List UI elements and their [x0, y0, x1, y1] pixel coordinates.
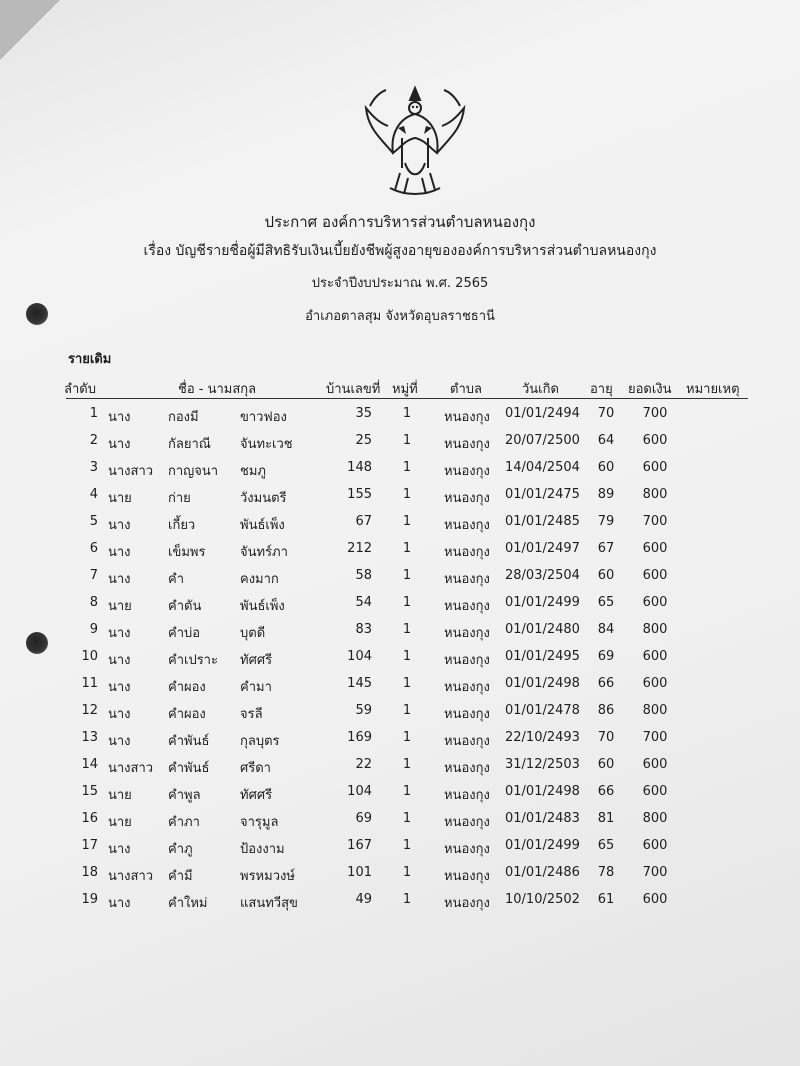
- row-age: 65: [597, 595, 615, 610]
- row-amount: 600: [642, 676, 668, 691]
- table-row: [0, 541, 800, 567]
- table-row: [0, 514, 800, 540]
- row-first-name: กาญจนา: [168, 464, 219, 479]
- row-first-name: คำพูล: [168, 788, 201, 803]
- row-number: 12: [81, 703, 98, 718]
- row-house-number: 101: [347, 865, 372, 880]
- row-title: นาง: [108, 734, 131, 749]
- table-row: [0, 784, 800, 810]
- row-amount: 800: [642, 811, 668, 826]
- row-dob: 01/01/2498: [505, 676, 580, 691]
- row-number: 10: [81, 649, 98, 664]
- row-house-number: 212: [347, 541, 372, 556]
- row-dob: 28/03/2504: [505, 568, 580, 583]
- table-row: [0, 676, 800, 702]
- row-age: 86: [597, 703, 615, 718]
- row-subdistrict: หนองกุง: [444, 815, 490, 830]
- row-subdistrict: หนองกุง: [444, 761, 490, 776]
- row-first-name: เข็มพร: [168, 545, 206, 560]
- row-moo: 1: [402, 784, 412, 799]
- row-house-number: 58: [355, 568, 372, 583]
- row-first-name: กัลยาณี: [168, 437, 211, 452]
- row-moo: 1: [402, 703, 412, 718]
- row-age: 70: [597, 730, 615, 745]
- row-house-number: 83: [355, 622, 372, 637]
- row-moo: 1: [402, 865, 412, 880]
- announcement-title: ประกาศ องค์การบริหารส่วนตำบลหนองกุง: [264, 213, 536, 231]
- row-last-name: พันธ์เพ็ง: [240, 599, 285, 614]
- table-row: [0, 892, 800, 918]
- row-age: 66: [597, 676, 615, 691]
- table-row: [0, 649, 800, 675]
- header-name: ชื่อ - นามสกุล: [178, 382, 257, 397]
- row-title: นางสาว: [108, 761, 154, 776]
- row-amount: 600: [642, 460, 668, 475]
- row-title: นาง: [108, 572, 131, 587]
- table-row: [0, 406, 800, 432]
- garuda-emblem: [360, 78, 470, 198]
- row-amount: 700: [642, 865, 668, 880]
- row-number: 6: [89, 541, 98, 556]
- row-house-number: 104: [347, 784, 372, 799]
- row-moo: 1: [402, 541, 412, 556]
- row-subdistrict: หนองกุง: [444, 842, 490, 857]
- row-amount: 700: [642, 730, 668, 745]
- row-moo: 1: [402, 595, 412, 610]
- row-dob: 01/01/2486: [505, 865, 580, 880]
- row-title: นาย: [108, 815, 132, 830]
- row-moo: 1: [402, 757, 412, 772]
- row-dob: 01/01/2478: [505, 703, 580, 718]
- row-first-name: คำผอง: [168, 707, 206, 722]
- row-number: 8: [89, 595, 98, 610]
- row-house-number: 49: [355, 892, 372, 907]
- row-amount: 600: [642, 892, 668, 907]
- row-moo: 1: [402, 838, 412, 853]
- row-title: นาง: [108, 626, 131, 641]
- row-house-number: 169: [347, 730, 372, 745]
- row-first-name: กองมี: [168, 410, 199, 425]
- row-amount: 600: [642, 838, 668, 853]
- row-last-name: พรหมวงษ์: [240, 869, 295, 884]
- row-dob: 31/12/2503: [505, 757, 580, 772]
- row-dob: 01/01/2480: [505, 622, 580, 637]
- row-amount: 700: [642, 406, 668, 421]
- row-amount: 800: [642, 703, 668, 718]
- row-title: นาง: [108, 410, 131, 425]
- table-row: [0, 622, 800, 648]
- row-number: 17: [81, 838, 98, 853]
- row-last-name: กุลบุตร: [240, 734, 280, 749]
- row-house-number: 69: [355, 811, 372, 826]
- row-age: 70: [597, 406, 615, 421]
- row-number: 14: [81, 757, 98, 772]
- row-last-name: แสนทวีสุข: [240, 896, 298, 911]
- announcement-subject: เรื่อง บัญชีรายชื่อผู้มีสิทธิรับเงินเบี้ยยังชีพผู้สูงอายุขององค์การบริหารส่วนตำบลหนองกุง: [143, 243, 657, 259]
- row-dob: 01/01/2494: [505, 406, 580, 421]
- row-first-name: คำภา: [168, 815, 200, 830]
- row-dob: 01/01/2495: [505, 649, 580, 664]
- row-dob: 01/01/2499: [505, 595, 580, 610]
- row-last-name: จันทะเวช: [240, 437, 293, 452]
- row-dob: 01/01/2499: [505, 838, 580, 853]
- row-house-number: 148: [347, 460, 372, 475]
- row-title: นางสาว: [108, 869, 154, 884]
- row-last-name: วังมนตรี: [240, 491, 287, 506]
- table-row: [0, 730, 800, 756]
- row-moo: 1: [402, 568, 412, 583]
- row-dob: 01/01/2485: [505, 514, 580, 529]
- row-age: 81: [597, 811, 615, 826]
- row-house-number: 145: [347, 676, 372, 691]
- row-number: 3: [89, 460, 98, 475]
- row-moo: 1: [402, 730, 412, 745]
- table-row: [0, 811, 800, 837]
- row-dob: 20/07/2500: [505, 433, 580, 448]
- row-number: 5: [89, 514, 98, 529]
- row-first-name: คำผอง: [168, 680, 206, 695]
- row-subdistrict: หนองกุง: [444, 734, 490, 749]
- table-row: [0, 460, 800, 486]
- row-last-name: ชมภู: [240, 464, 266, 479]
- header-age: อายุ: [590, 382, 613, 397]
- row-title: นาง: [108, 545, 131, 560]
- row-amount: 600: [642, 757, 668, 772]
- row-subdistrict: หนองกุง: [444, 707, 490, 722]
- row-dob: 01/01/2483: [505, 811, 580, 826]
- row-subdistrict: หนองกุง: [444, 599, 490, 614]
- row-age: 89: [597, 487, 615, 502]
- row-age: 60: [597, 757, 615, 772]
- row-subdistrict: หนองกุง: [444, 869, 490, 884]
- row-number: 18: [81, 865, 98, 880]
- row-last-name: ทัศศรี: [240, 653, 273, 668]
- row-number: 16: [81, 811, 98, 826]
- row-moo: 1: [402, 460, 412, 475]
- row-subdistrict: หนองกุง: [444, 437, 490, 452]
- row-moo: 1: [402, 487, 412, 502]
- table-row: [0, 703, 800, 729]
- row-first-name: คำพันธ์: [168, 734, 210, 749]
- row-last-name: จารุมูล: [240, 815, 279, 830]
- row-age: 65: [597, 838, 615, 853]
- row-moo: 1: [402, 433, 412, 448]
- row-amount: 600: [642, 784, 668, 799]
- row-house-number: 67: [355, 514, 372, 529]
- row-number: 7: [89, 568, 98, 583]
- district-province: อำเภอตาลสุม จังหวัดอุบลราชธานี: [305, 309, 495, 324]
- row-amount: 600: [642, 568, 668, 583]
- row-subdistrict: หนองกุง: [444, 626, 490, 641]
- row-number: 19: [81, 892, 98, 907]
- row-amount: 700: [642, 514, 668, 529]
- row-number: 15: [81, 784, 98, 799]
- table-row: [0, 487, 800, 513]
- header-divider: [66, 398, 748, 399]
- row-age: 60: [597, 568, 615, 583]
- row-dob: 10/10/2502: [505, 892, 580, 907]
- row-first-name: คำพันธ์: [168, 761, 210, 776]
- row-first-name: คำ: [168, 572, 184, 587]
- row-first-name: คำตัน: [168, 599, 202, 614]
- row-house-number: 155: [347, 487, 372, 502]
- row-subdistrict: หนองกุง: [444, 410, 490, 425]
- row-age: 69: [597, 649, 615, 664]
- row-title: นาง: [108, 842, 131, 857]
- row-title: นาง: [108, 653, 131, 668]
- row-title: นาย: [108, 788, 132, 803]
- row-amount: 600: [642, 595, 668, 610]
- row-title: นาง: [108, 680, 131, 695]
- row-subdistrict: หนองกุง: [444, 464, 490, 479]
- row-amount: 600: [642, 433, 668, 448]
- row-title: นาย: [108, 599, 132, 614]
- row-number: 11: [81, 676, 98, 691]
- row-house-number: 25: [355, 433, 372, 448]
- row-title: นาง: [108, 896, 131, 911]
- row-house-number: 35: [355, 406, 372, 421]
- row-last-name: จรลี: [240, 707, 263, 722]
- row-first-name: คำภู: [168, 842, 193, 857]
- row-first-name: คำบ่อ: [168, 626, 201, 641]
- table-row: [0, 838, 800, 864]
- header-moo: หมู่ที่: [392, 382, 418, 397]
- row-subdistrict: หนองกุง: [444, 653, 490, 668]
- row-title: นาง: [108, 518, 131, 533]
- header-dob: วันเกิด: [522, 382, 559, 397]
- row-dob: 01/01/2498: [505, 784, 580, 799]
- row-house-number: 104: [347, 649, 372, 664]
- row-subdistrict: หนองกุง: [444, 545, 490, 560]
- row-title: นาง: [108, 707, 131, 722]
- table-row: [0, 433, 800, 459]
- table-row: [0, 568, 800, 594]
- row-age: 67: [597, 541, 615, 556]
- row-number: 1: [89, 406, 98, 421]
- row-moo: 1: [402, 649, 412, 664]
- row-number: 13: [81, 730, 98, 745]
- row-subdistrict: หนองกุง: [444, 518, 490, 533]
- table-row: [0, 595, 800, 621]
- page-corner-shadow: [0, 0, 60, 60]
- row-moo: 1: [402, 892, 412, 907]
- row-moo: 1: [402, 811, 412, 826]
- fiscal-year: ประจำปีงบประมาณ พ.ศ. 2565: [311, 276, 489, 291]
- row-last-name: พันธ์เพ็ง: [240, 518, 285, 533]
- header-subdistrict: ตำบล: [450, 382, 482, 397]
- row-moo: 1: [402, 622, 412, 637]
- row-last-name: จันทร์ภา: [240, 545, 288, 560]
- row-last-name: คงมาก: [240, 572, 279, 587]
- header-note: หมายเหตุ: [686, 382, 740, 397]
- row-subdistrict: หนองกุง: [444, 680, 490, 695]
- row-subdistrict: หนองกุง: [444, 896, 490, 911]
- header-house: บ้านเลขที่: [326, 382, 381, 397]
- row-subdistrict: หนองกุง: [444, 491, 490, 506]
- row-last-name: บุตดี: [240, 626, 266, 641]
- header-amount: ยอดเงิน: [628, 382, 672, 397]
- row-age: 78: [597, 865, 615, 880]
- row-age: 79: [597, 514, 615, 529]
- row-first-name: ก่าย: [168, 491, 191, 506]
- section-label: รายเดิม: [68, 352, 112, 367]
- row-age: 66: [597, 784, 615, 799]
- table-row: [0, 757, 800, 783]
- row-amount: 800: [642, 622, 668, 637]
- row-moo: 1: [402, 514, 412, 529]
- row-amount: 800: [642, 487, 668, 502]
- row-amount: 600: [642, 649, 668, 664]
- row-age: 64: [597, 433, 615, 448]
- row-number: 2: [89, 433, 98, 448]
- row-last-name: ป้องงาม: [240, 842, 285, 857]
- row-subdistrict: หนองกุง: [444, 788, 490, 803]
- row-dob: 14/04/2504: [505, 460, 580, 475]
- row-first-name: คำใหม่: [168, 896, 208, 911]
- row-last-name: คำมา: [240, 680, 272, 695]
- row-moo: 1: [402, 406, 412, 421]
- row-first-name: เกี้ยว: [168, 518, 196, 533]
- row-title: นางสาว: [108, 464, 154, 479]
- row-house-number: 54: [355, 595, 372, 610]
- row-last-name: ศรีดา: [240, 761, 271, 776]
- row-subdistrict: หนองกุง: [444, 572, 490, 587]
- row-title: นาง: [108, 437, 131, 452]
- row-age: 61: [597, 892, 615, 907]
- row-moo: 1: [402, 676, 412, 691]
- row-age: 60: [597, 460, 615, 475]
- row-title: นาย: [108, 491, 132, 506]
- row-dob: 01/01/2475: [505, 487, 580, 502]
- row-amount: 600: [642, 541, 668, 556]
- row-last-name: ทัศศรี: [240, 788, 273, 803]
- row-house-number: 22: [355, 757, 372, 772]
- table-row: [0, 865, 800, 891]
- row-dob: 22/10/2493: [505, 730, 580, 745]
- row-first-name: คำมี: [168, 869, 193, 884]
- row-house-number: 167: [347, 838, 372, 853]
- row-house-number: 59: [355, 703, 372, 718]
- row-number: 4: [89, 487, 98, 502]
- row-number: 9: [89, 622, 98, 637]
- row-age: 84: [597, 622, 615, 637]
- row-dob: 01/01/2497: [505, 541, 580, 556]
- row-first-name: คำเปราะ: [168, 653, 218, 668]
- header-no: ลำดับ: [64, 382, 96, 397]
- row-last-name: ขาวฟอง: [240, 410, 287, 425]
